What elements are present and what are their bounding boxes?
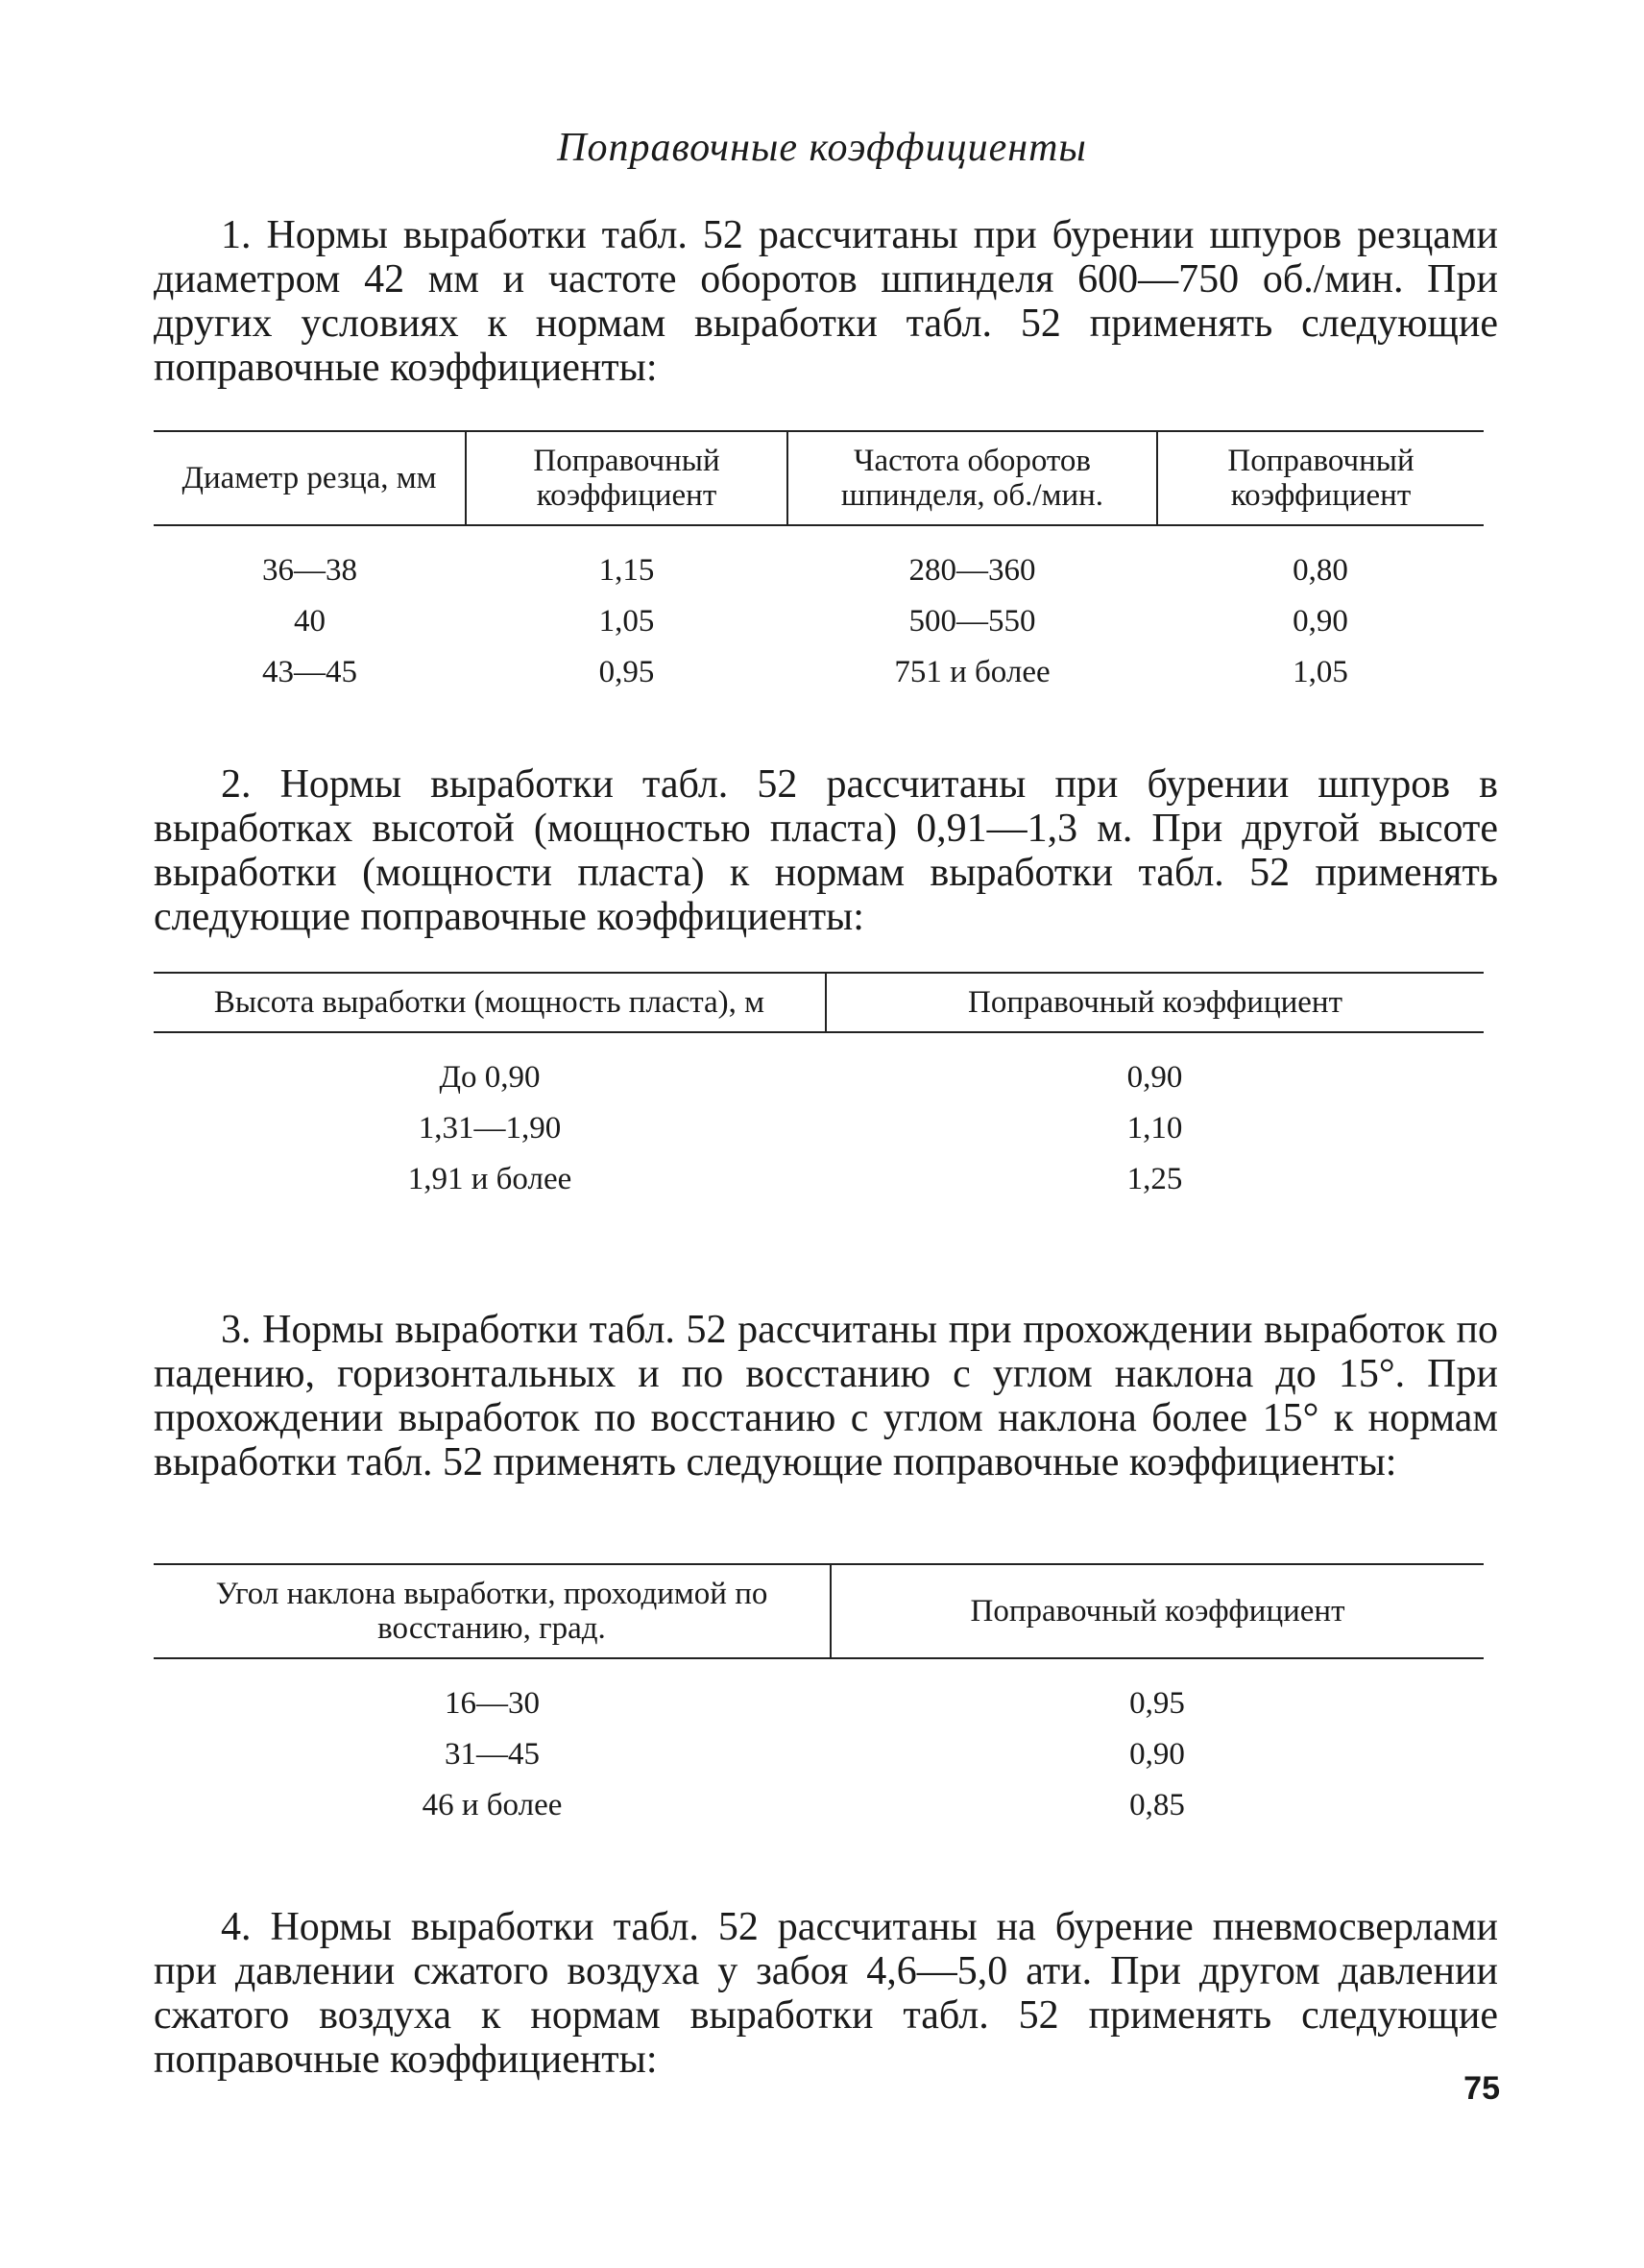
header-spindle-speed: Частота оборотов шпинделя, об./мин. <box>787 431 1157 525</box>
table-cell: До 0,90 <box>439 1060 541 1095</box>
table-header-row <box>154 973 1484 1032</box>
table-cell: 40 <box>294 604 326 639</box>
table-cell: 500—550 <box>908 604 1036 639</box>
table-cell: 751 и более <box>894 655 1051 689</box>
table-cell: 1,91 и более <box>407 1162 572 1196</box>
paragraph-2: 2. Нормы выработки табл. 52 рассчитаны при бурении шпуров в выработках высотой (мощностью пласта) 0,91—1,3 м. При другой высоте выработки (мощности пласта) к нормам выработки табл. 52 применять следующие поправочные коэффициенты: <box>154 762 1498 939</box>
table-cell: 1,31—1,90 <box>418 1111 562 1146</box>
table-working-height <box>154 972 1484 1205</box>
page-number: 75 <box>1463 2070 1500 2107</box>
header-inclination-angle: Угол наклона выработки, проходимой по восстанию, град. <box>215 1577 768 1646</box>
table-cell: 0,80 <box>1293 553 1348 588</box>
table-cell: 0,90 <box>1293 604 1348 639</box>
table-row <box>154 1658 1484 1729</box>
header-cutter-diameter: Диаметр резца, мм <box>181 461 437 495</box>
section-title: Поправочные коэффициенты <box>557 126 1087 170</box>
table-cell: 0,90 <box>1126 1060 1183 1095</box>
table-cell: 0,95 <box>1129 1686 1185 1721</box>
table-inclination-angle <box>154 1563 1484 1831</box>
table-cell: 31—45 <box>445 1737 540 1772</box>
table-cell: 46 и более <box>422 1788 563 1822</box>
table-row <box>154 1154 1484 1205</box>
table-header-row <box>154 1564 1484 1658</box>
table-cell: 43—45 <box>262 655 357 689</box>
table-row <box>154 1032 1484 1103</box>
table-cell: 1,05 <box>1293 655 1348 689</box>
paragraph-4: 4. Нормы выработки табл. 52 рассчитаны на бурение пневмосверлами при давлении сжатого воздуха у забоя 4,6—5,0 ати. При другом давлении сжатого воздуха к нормам выработки табл. 52 применять следующие поправочные коэффициенты: <box>154 1905 1498 2082</box>
table-row <box>154 1729 1484 1780</box>
table-header-row <box>154 431 1484 525</box>
table-cell: 0,85 <box>1129 1788 1185 1822</box>
table-cell: 36—38 <box>262 553 357 588</box>
paragraph-1: 1. Нормы выработки табл. 52 рассчитаны при бурении шпуров резцами диаметром 42 мм и частоте оборотов шпинделя 600—750 об./мин. При других условиях к нормам выработки табл. 52 применять следующие поправочные коэффициенты: <box>154 213 1498 390</box>
table-row <box>154 525 1484 596</box>
paragraph-3: 3. Нормы выработки табл. 52 рассчитаны при прохождении выработок по падению, горизонтальных и по восстанию с углом наклона до 15°. При прохождении выработок по восстанию с углом наклона более 15° к нормам выработки табл. 52 применять следующие поправочные коэффициенты: <box>154 1308 1498 1484</box>
table-cutter-diameter-spindle-speed <box>154 430 1484 698</box>
header-correction-coefficient: Поправочный коэффициент <box>831 1564 1484 1658</box>
table-cell: 0,95 <box>598 655 655 689</box>
header-working-height: Высота выработки (мощность пласта), м <box>213 985 765 1020</box>
table-cell: 280—360 <box>908 553 1036 588</box>
table-cell: 1,10 <box>1126 1111 1183 1146</box>
header-correction-coefficient: Поправочный коэффициент <box>466 431 787 525</box>
table-cell: 16—30 <box>445 1686 540 1721</box>
table-cell: 1,25 <box>1126 1162 1183 1196</box>
table-row <box>154 647 1484 698</box>
table-row <box>154 1780 1484 1831</box>
table-cell: 0,90 <box>1129 1737 1185 1772</box>
header-correction-coefficient: Поправочный коэффициент <box>826 973 1484 1032</box>
header-correction-coefficient: Поправочный коэффициент <box>1157 431 1484 525</box>
table-row <box>154 596 1484 647</box>
table-cell: 1,15 <box>598 553 655 588</box>
table-row <box>154 1103 1484 1154</box>
table-cell: 1,05 <box>598 604 655 639</box>
